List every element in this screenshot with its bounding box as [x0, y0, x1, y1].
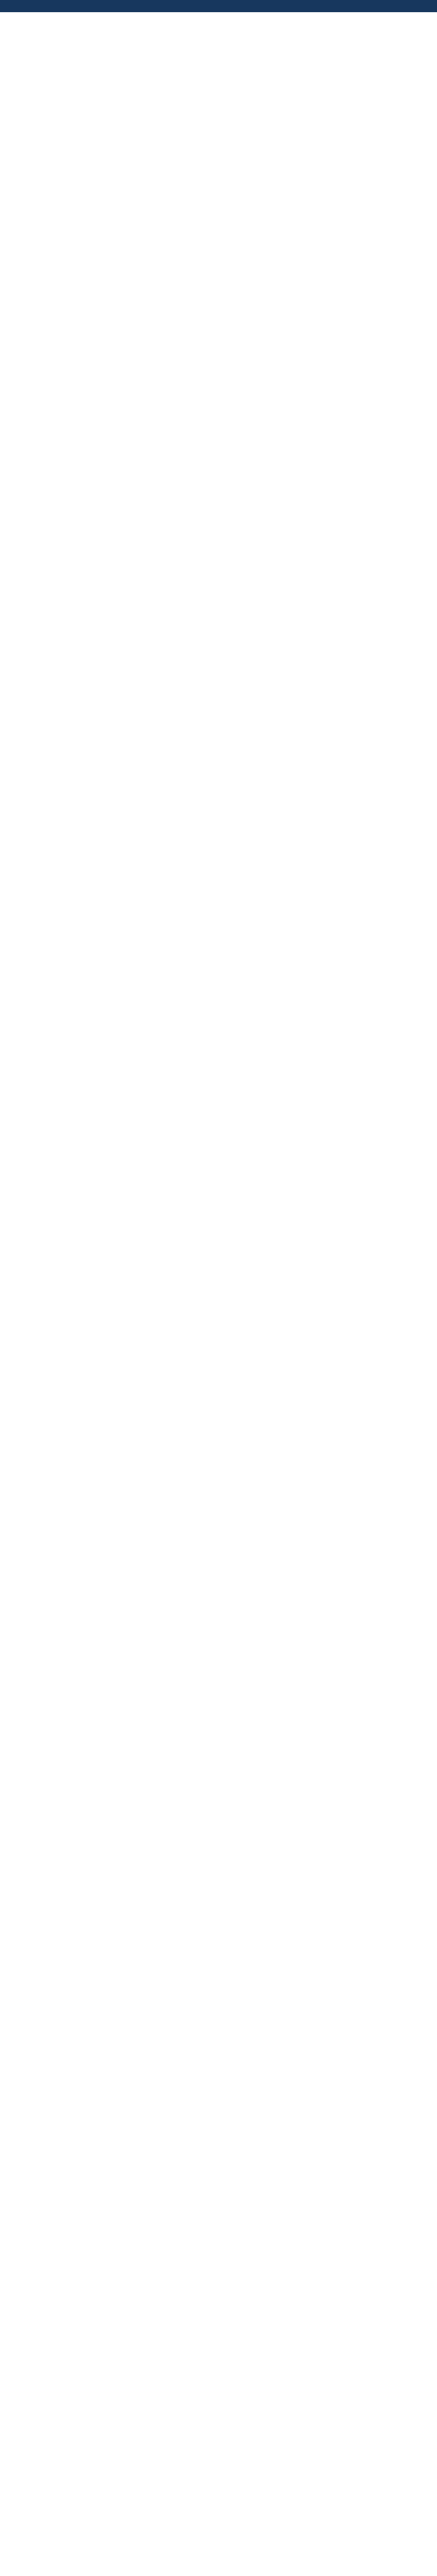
page-title [0, 0, 437, 12]
